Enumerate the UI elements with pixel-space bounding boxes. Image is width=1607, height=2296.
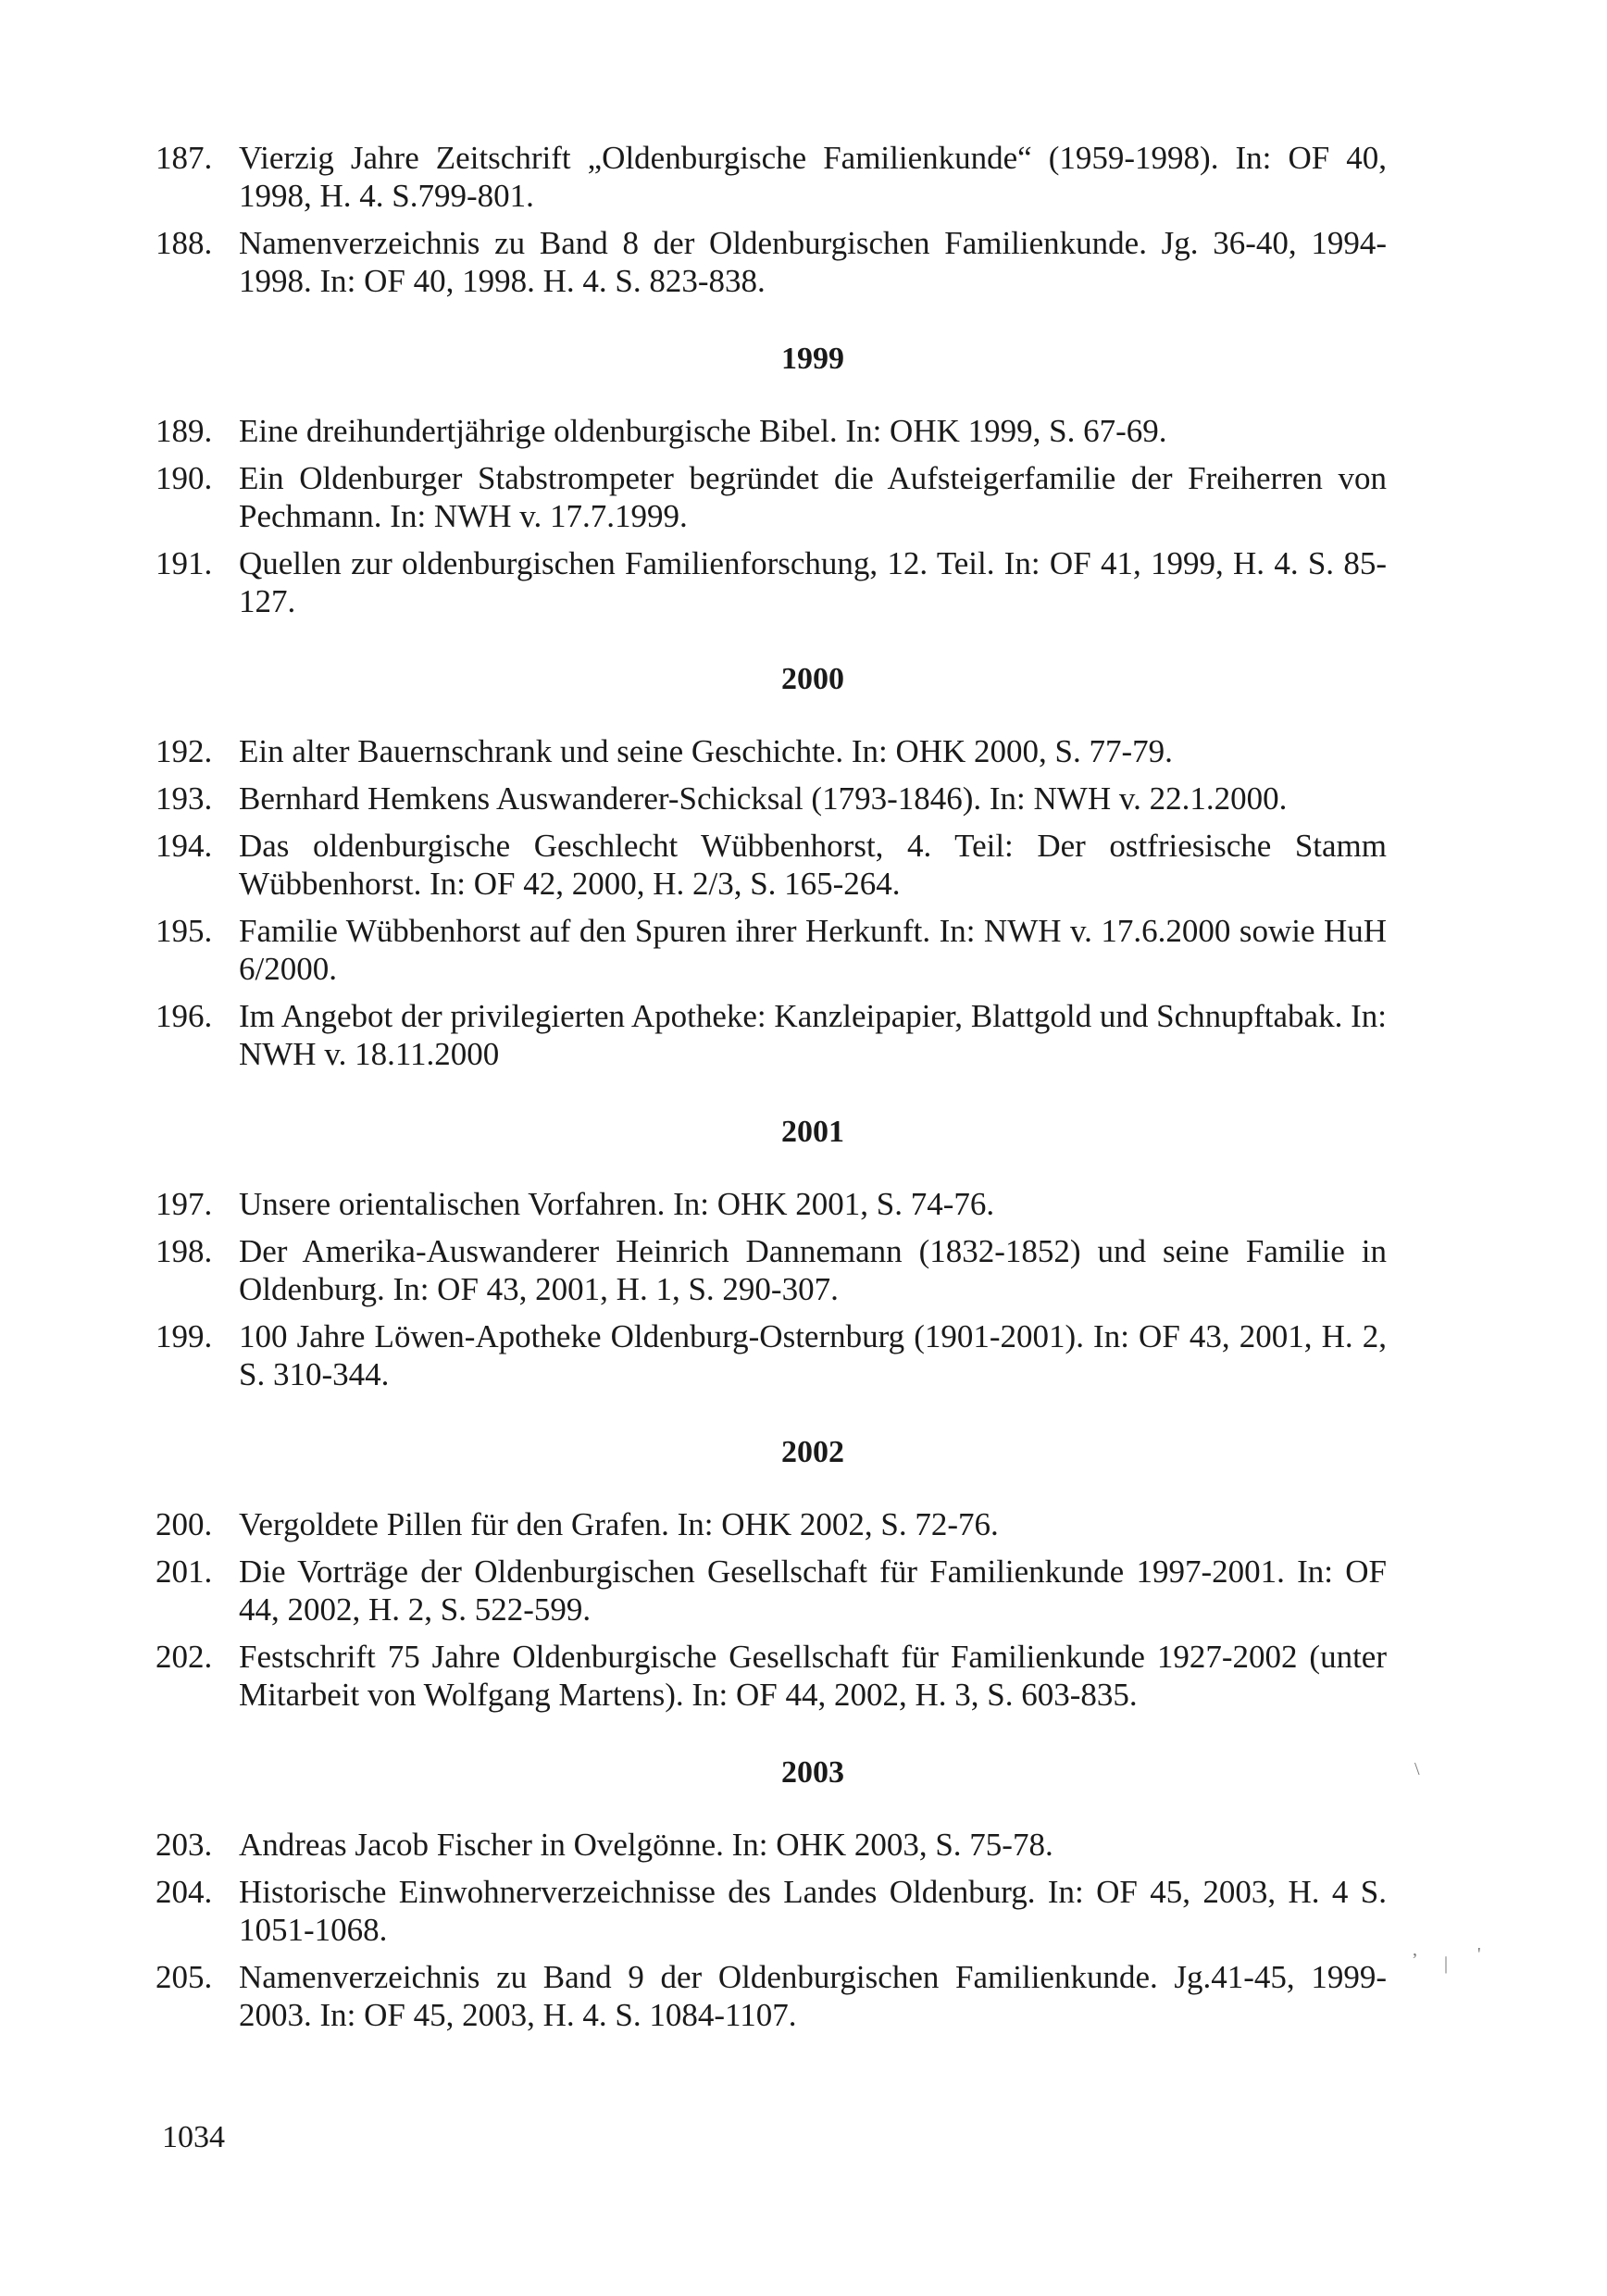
- bibliography-entry: [156, 1232, 1387, 1308]
- bibliography-entry: [156, 224, 1387, 300]
- entry-text: Vergoldete Pillen für den Grafen. In: OHK 2002, S. 72-76.: [239, 1506, 999, 1542]
- entry-text: Namenverzeichnis zu Band 8 der Oldenburgischen Familienkunde. Jg. 36-40, 1994-1998. In: OF 40, 1998. H. 4. S. 823-838.: [239, 225, 1387, 299]
- entry-number: 195.: [156, 913, 213, 949]
- scan-mark: ': [1477, 1944, 1481, 1965]
- entry-text: Quellen zur oldenburgischen Familienforschung, 12. Teil. In: OF 41, 1999, H. 4. S. 85-127.: [239, 545, 1387, 619]
- entry-number: 202.: [156, 1639, 213, 1675]
- entry-number: 196.: [156, 998, 213, 1034]
- entry-number: 197.: [156, 1186, 213, 1222]
- entry-number: 200.: [156, 1506, 213, 1542]
- entry-number: 191.: [156, 545, 213, 581]
- entry-number: 203.: [156, 1827, 213, 1863]
- entry-text: 100 Jahre Löwen-Apotheke Oldenburg-Osternburg (1901-2001). In: OF 43, 2001, H. 2, S. 310-344.: [239, 1318, 1387, 1392]
- year-heading: 2000: [781, 662, 844, 696]
- entry-number: 187.: [156, 140, 213, 176]
- bibliography-entry: [156, 459, 1387, 535]
- entry-text: Ein alter Bauernschrank und seine Geschichte. In: OHK 2000, S. 77-79.: [239, 733, 1173, 769]
- entry-text: Der Amerika-Auswanderer Heinrich Dannemann (1832-1852) und seine Familie in Oldenburg. In: OF 43, 2001, H. 1, S. 290-307.: [239, 1233, 1387, 1307]
- entry-text: Namenverzeichnis zu Band 9 der Oldenburgischen Familienkunde. Jg.41-45, 1999-2003. In: OF 45, 2003, H. 4. S. 1084-1107.: [239, 1959, 1387, 2033]
- scan-mark: ,: [1413, 1940, 1417, 1960]
- bibliography-entry: [156, 412, 1387, 450]
- bibliography-entry: [156, 1826, 1387, 1864]
- entry-text: Festschrift 75 Jahre Oldenburgische Gesellschaft für Familienkunde 1927-2002 (unter Mitarbeit von Wolfgang Martens). In: OF 44, 2002, H. 3, S. 603-835.: [239, 1639, 1387, 1713]
- bibliography-entry: [156, 1317, 1387, 1393]
- year-heading: 2001: [781, 1115, 844, 1149]
- scan-mark: \: [1414, 1759, 1420, 1779]
- bibliography-entry: [156, 827, 1387, 903]
- entry-text: Historische Einwohnerverzeichnisse des Landes Oldenburg. In: OF 45, 2003, H. 4 S. 1051-1068.: [239, 1874, 1387, 1948]
- entry-text: Ein Oldenburger Stabstrompeter begründet die Aufsteigerfamilie der Freiherren von Pechmann. In: NWH v. 17.7.1999.: [239, 460, 1387, 534]
- bibliography-entry: [156, 1958, 1387, 2034]
- bibliography-entry: [156, 997, 1387, 1073]
- bibliography-list: [156, 139, 1387, 2043]
- entry-text: Die Vorträge der Oldenburgischen Gesellschaft für Familienkunde 1997-2001. In: OF 44, 2002, H. 2, S. 522-599.: [239, 1554, 1387, 1628]
- bibliography-entry: [156, 912, 1387, 988]
- bibliography-entry: [156, 780, 1387, 817]
- bibliography-entry: [156, 1638, 1387, 1714]
- bibliography-entry: [156, 1185, 1387, 1223]
- entry-number: 205.: [156, 1959, 213, 1995]
- bibliography-entry: [156, 732, 1387, 770]
- entry-text: Familie Wübbenhorst auf den Spuren ihrer Herkunft. In: NWH v. 17.6.2000 sowie HuH 6/2000.: [239, 913, 1387, 987]
- entry-number: 194.: [156, 828, 213, 864]
- entry-number: 198.: [156, 1233, 213, 1269]
- entry-text: Das oldenburgische Geschlecht Wübbenhorst, 4. Teil: Der ostfriesische Stamm Wübbenhorst. In: OF 42, 2000, H. 2/3, S. 165-264.: [239, 828, 1387, 902]
- scan-mark: |: [1444, 1953, 1449, 1974]
- entry-text: Im Angebot der privilegierten Apotheke: Kanzleipapier, Blattgold und Schnupftabak. In: NWH v. 18.11.2000: [239, 998, 1387, 1072]
- entry-number: 190.: [156, 460, 213, 496]
- entry-number: 188.: [156, 225, 213, 261]
- bibliography-entry: [156, 544, 1387, 620]
- entry-text: Bernhard Hemkens Auswanderer-Schicksal (1793-1846). In: NWH v. 22.1.2000.: [239, 780, 1288, 817]
- bibliography-entry: [156, 139, 1387, 215]
- entry-text: Vierzig Jahre Zeitschrift „Oldenburgische Familienkunde“ (1959-1998). In: OF 40, 1998, H. 4. S.799-801.: [239, 140, 1387, 214]
- entry-text: Eine dreihundertjährige oldenburgische Bibel. In: OHK 1999, S. 67-69.: [239, 413, 1167, 449]
- entry-number: 204.: [156, 1874, 213, 1910]
- year-heading: 2002: [781, 1435, 844, 1469]
- entry-text: Unsere orientalischen Vorfahren. In: OHK 2001, S. 74-76.: [239, 1186, 995, 1222]
- entry-number: 199.: [156, 1318, 213, 1354]
- entry-text: Andreas Jacob Fischer in Ovelgönne. In: OHK 2003, S. 75-78.: [239, 1827, 1053, 1863]
- entry-number: 193.: [156, 780, 213, 817]
- year-heading: 2003: [781, 1755, 844, 1790]
- bibliography-entry: [156, 1873, 1387, 1949]
- page-number: 1034: [162, 2120, 225, 2154]
- entry-number: 201.: [156, 1554, 213, 1590]
- entry-number: 189.: [156, 413, 213, 449]
- bibliography-entry: [156, 1505, 1387, 1543]
- bibliography-entry: [156, 1553, 1387, 1628]
- year-heading: 1999: [781, 342, 844, 376]
- entry-number: 192.: [156, 733, 213, 769]
